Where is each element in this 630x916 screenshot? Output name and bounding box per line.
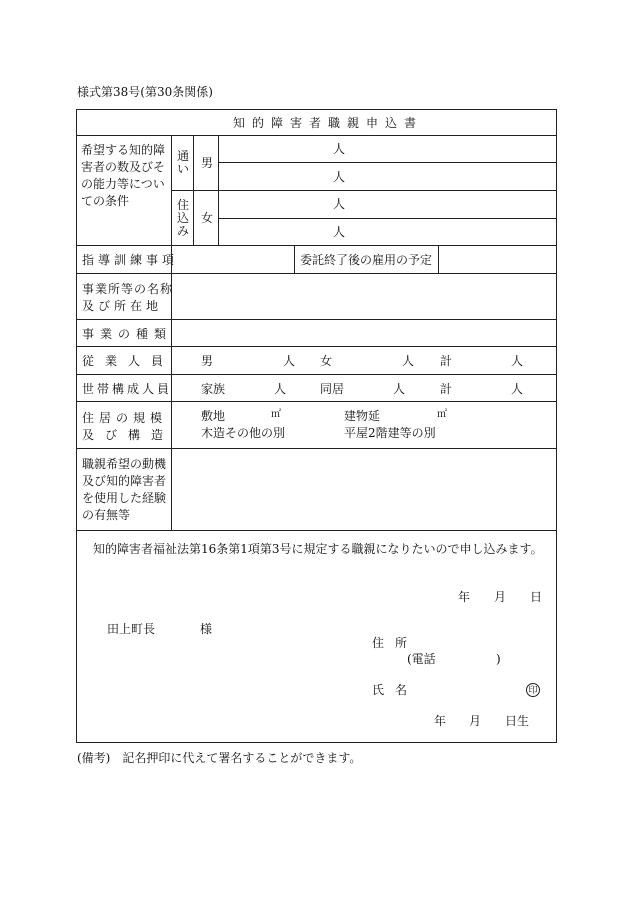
addressee: 田上町長 [107,622,156,636]
date-day: 日 [530,590,543,604]
employees-label: 従業人員 [82,354,175,368]
seal-mark: 印 [526,683,540,697]
employees-female: 女 [320,354,333,368]
birth-suffix: 生 [517,714,530,728]
name-label: 氏名 [372,683,419,697]
count-unit: 人 [333,197,346,211]
training-label: 指導訓練事項 [82,253,179,267]
employees-unit: 人 [402,354,415,368]
sqm-unit: ㎡ [271,409,281,420]
phone-label: (電話 [407,652,436,666]
employees-unit: 人 [283,354,296,368]
application-statement: 知的障害者福祉法第16条第1項第3号に規定する職親になりたいので申し込みます。 [93,542,543,556]
birth-month: 月 [469,714,482,728]
desired-conditions-label: 希望する知的障 害者の数及びそ の能力等につい ての条件 [81,143,166,208]
male-label: 男 [201,156,214,170]
female-label: 女 [201,211,214,225]
motive-label: 職親希望の動機 及び知的障害者 を使用した経験 の有無等 [82,457,167,522]
business-label: 事業所等の名称 及び所在地 [82,282,174,313]
sqm-unit: ㎡ [437,409,447,420]
household-family: 家族 [201,382,226,396]
business-type-label: 事業の種類 [82,327,173,341]
form-title: 知的障害者職親申込書 [233,116,424,130]
count-unit: 人 [333,170,346,184]
address-label: 住所 [372,636,419,650]
count-unit: 人 [333,142,346,156]
live-in-label: 住 込 み [176,198,189,238]
addressee-honorific: 様 [200,622,213,636]
site-area-label: 敷地 [201,409,226,423]
wooden-label: 木造その他の別 [201,426,286,440]
commute-label: 通 い [176,149,189,176]
date-year: 年 [458,590,471,604]
count-unit: 人 [333,225,346,239]
date-month: 月 [494,590,507,604]
storeys-label: 平屋2階建等の別 [344,426,436,440]
post-employment-label: 委託終了後の雇用の予定 [300,253,433,267]
phone-close: ) [496,652,501,666]
birth-year: 年 [434,714,447,728]
household-total: 計 [440,382,453,396]
employees-total: 計 [440,354,453,368]
birth-day: 日 [505,714,518,728]
household-cohabit: 同居 [320,382,345,396]
floor-area-label: 建物延 [344,409,381,423]
household-unit: 人 [393,382,406,396]
housing-label: 住居の規模 及び構造 [82,411,175,442]
household-label: 世帯構成人員 [82,382,173,396]
form-number: 様式第38号(第30条関係) [77,85,213,99]
employees-male: 男 [201,354,214,368]
household-unit: 人 [511,382,524,396]
household-unit: 人 [274,382,287,396]
employees-unit: 人 [511,354,524,368]
note: (備考) 記名押印に代えて署名することができます。 [77,751,362,765]
